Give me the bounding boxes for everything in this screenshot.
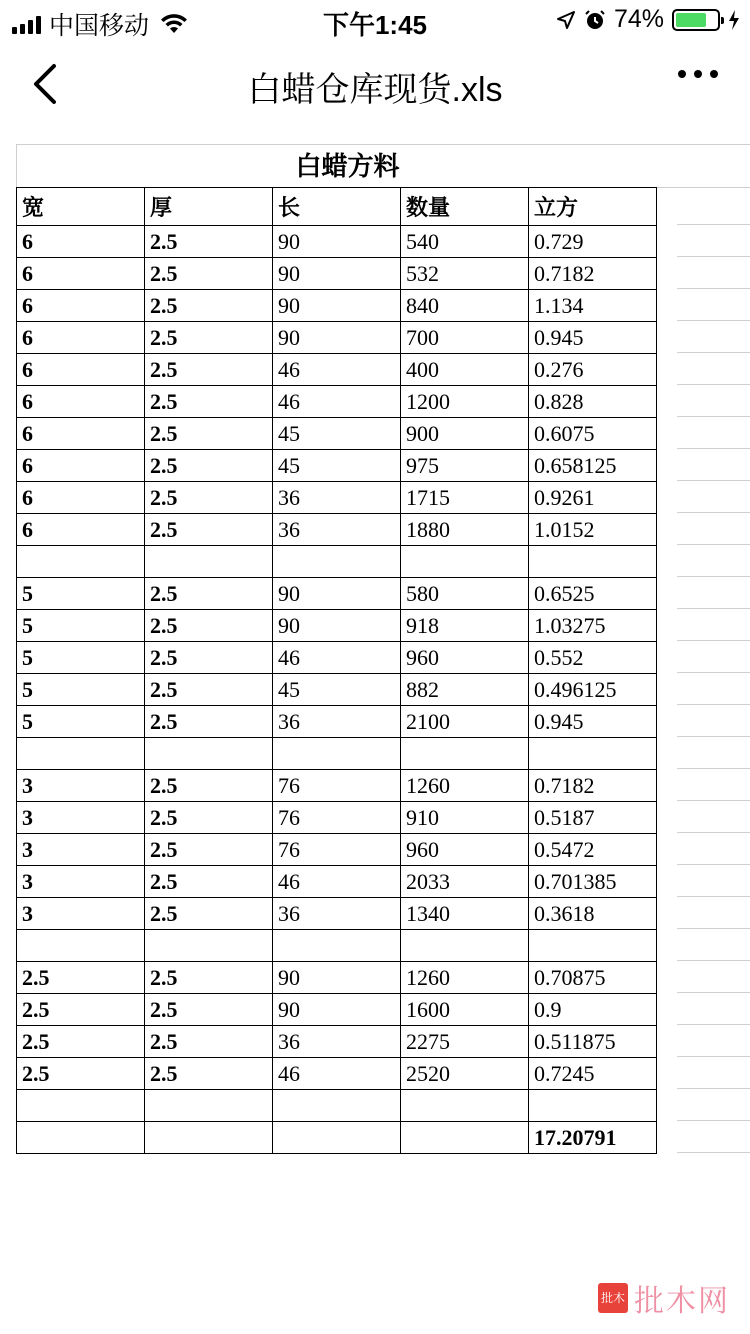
watermark bbox=[598, 1276, 730, 1320]
table-cell[interactable]: 532 bbox=[401, 258, 529, 290]
table-cell[interactable]: 6 bbox=[17, 450, 145, 482]
empty-column bbox=[677, 187, 750, 1153]
table-cell[interactable]: 2.5 bbox=[145, 450, 273, 482]
table-cell[interactable] bbox=[401, 738, 529, 770]
sheet-title: 白蜡方料 bbox=[295, 152, 400, 182]
table-cell[interactable]: 90 bbox=[273, 610, 401, 642]
table-cell[interactable]: 1.0152 bbox=[529, 514, 657, 546]
battery-icon bbox=[672, 9, 720, 31]
table-cell[interactable]: 0.9261 bbox=[529, 482, 657, 514]
table-row bbox=[17, 802, 657, 834]
table-cell[interactable]: 0.6525 bbox=[529, 578, 657, 610]
table-row bbox=[17, 418, 657, 450]
table-cell[interactable]: 0.9 bbox=[529, 994, 657, 1026]
table-cell[interactable]: 1715 bbox=[401, 482, 529, 514]
table-cell[interactable]: 90 bbox=[273, 226, 401, 258]
table-cell[interactable]: 2.5 bbox=[145, 1026, 273, 1058]
table-cell[interactable]: 1.134 bbox=[529, 290, 657, 322]
table-row bbox=[17, 738, 657, 770]
table-cell[interactable]: 6 bbox=[17, 322, 145, 354]
table-cell[interactable]: 2.5 bbox=[145, 834, 273, 866]
table-cell[interactable]: 5 bbox=[17, 610, 145, 642]
table-cell[interactable]: 1340 bbox=[401, 898, 529, 930]
table-cell[interactable]: 5 bbox=[17, 642, 145, 674]
table-cell[interactable]: 1260 bbox=[401, 770, 529, 802]
table-cell[interactable]: 2.5 bbox=[145, 290, 273, 322]
table-cell[interactable]: 46 bbox=[273, 354, 401, 386]
table-cell[interactable] bbox=[273, 1122, 401, 1154]
table-cell[interactable]: 2.5 bbox=[145, 354, 273, 386]
table-cell[interactable]: 2.5 bbox=[145, 482, 273, 514]
table-cell[interactable]: 2.5 bbox=[17, 994, 145, 1026]
table-cell[interactable] bbox=[529, 546, 657, 578]
table-cell[interactable]: 3 bbox=[17, 898, 145, 930]
table-cell[interactable]: 960 bbox=[401, 834, 529, 866]
header-cell-volume[interactable]: 立方 bbox=[529, 188, 657, 226]
table-cell[interactable]: 45 bbox=[273, 674, 401, 706]
table-cell[interactable] bbox=[273, 738, 401, 770]
table-cell[interactable]: 90 bbox=[273, 962, 401, 994]
status-bar bbox=[0, 0, 750, 40]
alarm-icon bbox=[584, 9, 606, 31]
watermark-logo: 批木 bbox=[598, 1283, 628, 1313]
table-cell[interactable] bbox=[17, 546, 145, 578]
table-cell[interactable]: 0.658125 bbox=[529, 450, 657, 482]
table-cell[interactable]: 840 bbox=[401, 290, 529, 322]
table-cell[interactable]: 46 bbox=[273, 642, 401, 674]
table-cell[interactable]: 0.3618 bbox=[529, 898, 657, 930]
table-cell[interactable]: 2.5 bbox=[145, 674, 273, 706]
table-cell[interactable]: 45 bbox=[273, 450, 401, 482]
table-cell[interactable]: 45 bbox=[273, 418, 401, 450]
table-row bbox=[17, 482, 657, 514]
table-row bbox=[17, 674, 657, 706]
table-cell[interactable]: 3 bbox=[17, 802, 145, 834]
table-cell[interactable] bbox=[273, 1090, 401, 1122]
table-cell[interactable]: 90 bbox=[273, 994, 401, 1026]
header-cell-quantity[interactable]: 数量 bbox=[401, 188, 529, 226]
more-button[interactable] bbox=[678, 70, 718, 78]
table-cell[interactable]: 2033 bbox=[401, 866, 529, 898]
spreadsheet[interactable] bbox=[16, 144, 750, 1154]
table-cell[interactable]: 0.7182 bbox=[529, 770, 657, 802]
table-row bbox=[17, 514, 657, 546]
table-cell[interactable] bbox=[401, 930, 529, 962]
table-row bbox=[17, 354, 657, 386]
table-cell[interactable]: 0.6075 bbox=[529, 418, 657, 450]
table-cell[interactable]: 900 bbox=[401, 418, 529, 450]
table-row bbox=[17, 1058, 657, 1090]
table-cell[interactable] bbox=[17, 930, 145, 962]
table-cell[interactable]: 2.5 bbox=[145, 258, 273, 290]
table-row bbox=[17, 322, 657, 354]
table-cell[interactable]: 2.5 bbox=[145, 994, 273, 1026]
table-cell[interactable]: 975 bbox=[401, 450, 529, 482]
table-cell[interactable]: 1880 bbox=[401, 514, 529, 546]
table-cell[interactable]: 2.5 bbox=[145, 514, 273, 546]
header-cell-thickness[interactable]: 厚 bbox=[145, 188, 273, 226]
table-cell[interactable]: 400 bbox=[401, 354, 529, 386]
status-time: 下午1:45 bbox=[322, 10, 428, 40]
table-row bbox=[17, 962, 657, 994]
table-cell[interactable]: 6 bbox=[17, 386, 145, 418]
table-cell[interactable]: 36 bbox=[273, 514, 401, 546]
table-cell[interactable]: 0.7182 bbox=[529, 258, 657, 290]
table-cell[interactable]: 2275 bbox=[401, 1026, 529, 1058]
table-cell[interactable]: 0.511875 bbox=[529, 1026, 657, 1058]
header-cell-length[interactable]: 长 bbox=[273, 188, 401, 226]
table-cell[interactable]: 2.5 bbox=[145, 386, 273, 418]
table-row bbox=[17, 546, 657, 578]
table-cell[interactable]: 6 bbox=[17, 354, 145, 386]
table-cell[interactable]: 46 bbox=[273, 1058, 401, 1090]
table-row bbox=[17, 834, 657, 866]
table-row bbox=[17, 642, 657, 674]
table-cell[interactable]: 2.5 bbox=[145, 610, 273, 642]
table-cell[interactable]: 2.5 bbox=[145, 578, 273, 610]
table-cell[interactable] bbox=[145, 546, 273, 578]
table-cell[interactable]: 36 bbox=[273, 482, 401, 514]
table-cell[interactable]: 2100 bbox=[401, 706, 529, 738]
table-cell[interactable] bbox=[401, 1122, 529, 1154]
table-row bbox=[17, 770, 657, 802]
data-table bbox=[16, 187, 657, 1154]
table-cell[interactable]: 2.5 bbox=[145, 1058, 273, 1090]
carrier-name: 中国移动 bbox=[49, 12, 150, 40]
table-cell[interactable] bbox=[529, 1090, 657, 1122]
table-row bbox=[17, 610, 657, 642]
ellipsis-icon bbox=[678, 70, 686, 78]
table-cell[interactable] bbox=[401, 546, 529, 578]
table-cell[interactable]: 0.276 bbox=[529, 354, 657, 386]
header-cell-width[interactable]: 宽 bbox=[17, 188, 145, 226]
table-cell[interactable]: 2520 bbox=[401, 1058, 529, 1090]
table-row bbox=[17, 1122, 657, 1154]
table-cell[interactable] bbox=[273, 930, 401, 962]
table-cell[interactable]: 0.729 bbox=[529, 226, 657, 258]
table-cell[interactable]: 918 bbox=[401, 610, 529, 642]
table-cell[interactable]: 5 bbox=[17, 674, 145, 706]
table-cell[interactable]: 580 bbox=[401, 578, 529, 610]
table-cell[interactable]: 2.5 bbox=[145, 706, 273, 738]
table-cell[interactable]: 2.5 bbox=[145, 866, 273, 898]
table-cell[interactable]: 90 bbox=[273, 258, 401, 290]
table-cell[interactable]: 46 bbox=[273, 386, 401, 418]
table-cell[interactable]: 76 bbox=[273, 802, 401, 834]
table-row bbox=[17, 578, 657, 610]
page-title: 白蜡仓库现货.xls bbox=[247, 71, 503, 109]
table-row bbox=[17, 226, 657, 258]
table-row bbox=[17, 1026, 657, 1058]
table-row bbox=[17, 290, 657, 322]
table-cell[interactable]: 0.5472 bbox=[529, 834, 657, 866]
table-cell[interactable]: 3 bbox=[17, 866, 145, 898]
table-cell[interactable]: 36 bbox=[273, 706, 401, 738]
table-cell[interactable]: 2.5 bbox=[17, 1058, 145, 1090]
table-cell[interactable]: 2.5 bbox=[145, 226, 273, 258]
table-row bbox=[17, 258, 657, 290]
table-cell[interactable]: 0.945 bbox=[529, 706, 657, 738]
table-cell[interactable]: 2.5 bbox=[145, 418, 273, 450]
table-cell[interactable]: 3 bbox=[17, 834, 145, 866]
table-cell[interactable]: 2.5 bbox=[17, 962, 145, 994]
table-cell[interactable]: 0.5187 bbox=[529, 802, 657, 834]
watermark-text: 批木网 bbox=[634, 1284, 730, 1319]
table-cell[interactable]: 90 bbox=[273, 578, 401, 610]
table-cell[interactable]: 6 bbox=[17, 514, 145, 546]
table-cell[interactable]: 5 bbox=[17, 578, 145, 610]
table-cell[interactable]: 2.5 bbox=[145, 962, 273, 994]
table-cell[interactable]: 0.496125 bbox=[529, 674, 657, 706]
table-cell[interactable] bbox=[401, 1090, 529, 1122]
table-cell[interactable] bbox=[273, 546, 401, 578]
table-cell[interactable]: 540 bbox=[401, 226, 529, 258]
table-cell[interactable]: 0.701385 bbox=[529, 866, 657, 898]
table-cell[interactable]: 6 bbox=[17, 226, 145, 258]
table-cell[interactable] bbox=[145, 930, 273, 962]
table-cell[interactable]: 0.552 bbox=[529, 642, 657, 674]
table-cell[interactable]: 3 bbox=[17, 770, 145, 802]
table-cell[interactable]: 76 bbox=[273, 770, 401, 802]
table-cell[interactable]: 2.5 bbox=[145, 770, 273, 802]
table-cell[interactable]: 5 bbox=[17, 706, 145, 738]
nav-bar bbox=[0, 40, 750, 128]
charging-bolt-icon bbox=[728, 9, 740, 31]
table-cell[interactable]: 0.7245 bbox=[529, 1058, 657, 1090]
table-cell[interactable]: 1600 bbox=[401, 994, 529, 1026]
table-cell[interactable] bbox=[529, 738, 657, 770]
table-cell[interactable]: 960 bbox=[401, 642, 529, 674]
battery-fill bbox=[676, 13, 706, 27]
table-cell[interactable]: 6 bbox=[17, 290, 145, 322]
battery-percent: 74% bbox=[613, 5, 664, 33]
table-cell[interactable]: 6 bbox=[17, 418, 145, 450]
table-cell[interactable]: 882 bbox=[401, 674, 529, 706]
table-cell[interactable]: 2.5 bbox=[17, 1026, 145, 1058]
table-row bbox=[17, 866, 657, 898]
table-row bbox=[17, 898, 657, 930]
table-cell[interactable]: 17.20791 bbox=[529, 1122, 657, 1154]
table-row bbox=[17, 1090, 657, 1122]
sheet-title-row bbox=[16, 144, 750, 188]
status-right bbox=[556, 5, 740, 34]
table-cell[interactable] bbox=[17, 1122, 145, 1154]
table-cell[interactable]: 90 bbox=[273, 290, 401, 322]
table-cell[interactable]: 2.5 bbox=[145, 642, 273, 674]
table-cell[interactable]: 46 bbox=[273, 866, 401, 898]
table-cell[interactable]: 1.03275 bbox=[529, 610, 657, 642]
table-cell[interactable]: 700 bbox=[401, 322, 529, 354]
table-cell[interactable]: 2.5 bbox=[145, 322, 273, 354]
location-arrow-icon bbox=[556, 10, 576, 30]
table-row bbox=[17, 930, 657, 962]
header-row bbox=[17, 188, 657, 226]
table-row bbox=[17, 450, 657, 482]
table-cell[interactable]: 2.5 bbox=[145, 898, 273, 930]
table-row bbox=[17, 386, 657, 418]
table-cell[interactable] bbox=[145, 738, 273, 770]
table-cell[interactable]: 0.828 bbox=[529, 386, 657, 418]
table-cell[interactable]: 2.5 bbox=[145, 802, 273, 834]
table-cell[interactable]: 0.945 bbox=[529, 322, 657, 354]
table-cell[interactable] bbox=[145, 1090, 273, 1122]
table-cell[interactable]: 36 bbox=[273, 1026, 401, 1058]
table-row bbox=[17, 706, 657, 738]
table-cell[interactable]: 6 bbox=[17, 482, 145, 514]
table-cell[interactable] bbox=[529, 930, 657, 962]
table-cell[interactable]: 90 bbox=[273, 322, 401, 354]
table-cell[interactable]: 76 bbox=[273, 834, 401, 866]
table-cell[interactable] bbox=[17, 738, 145, 770]
table-cell[interactable]: 36 bbox=[273, 898, 401, 930]
table-cell[interactable]: 910 bbox=[401, 802, 529, 834]
table-cell[interactable] bbox=[145, 1122, 273, 1154]
table-cell[interactable]: 6 bbox=[17, 258, 145, 290]
table-cell[interactable]: 0.70875 bbox=[529, 962, 657, 994]
table-cell[interactable] bbox=[17, 1090, 145, 1122]
table-cell[interactable]: 1200 bbox=[401, 386, 529, 418]
table-row bbox=[17, 994, 657, 1026]
table-cell[interactable]: 1260 bbox=[401, 962, 529, 994]
